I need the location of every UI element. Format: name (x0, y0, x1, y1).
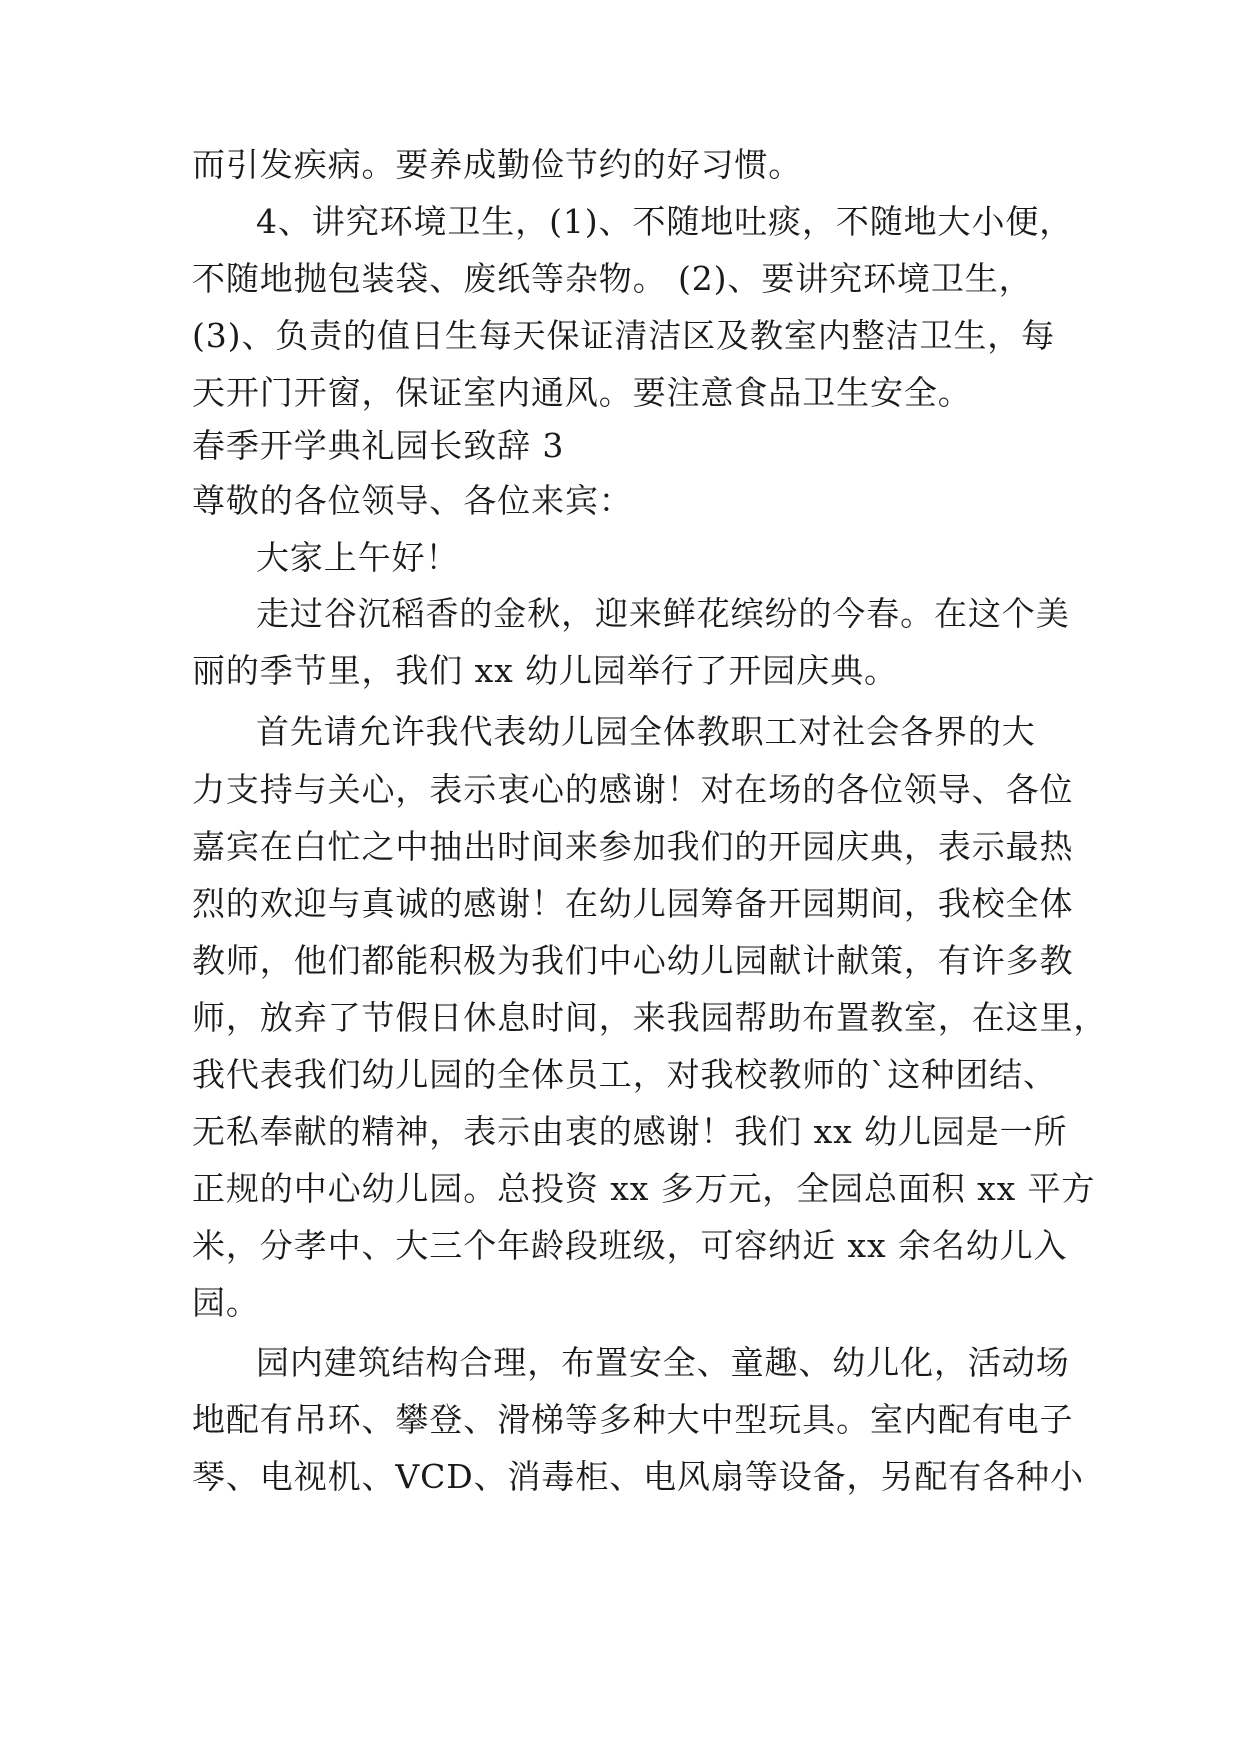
text-line: 力支持与关心，表示衷心的感谢！对在场的各位领导、各位 (192, 770, 1074, 809)
text-line: 教师，他们都能积极为我们中心幼儿园献计献策，有许多教 (192, 941, 1074, 980)
text-line: 园。 (192, 1283, 260, 1322)
text-line: 4、讲究环境卫生，(1)、不随地吐痰，不随地大小便， (256, 202, 1074, 241)
text-line: 地配有吊环、攀登、滑梯等多种大中型玩具。室内配有电子 (192, 1400, 1074, 1439)
text-line: (3)、负责的值日生每天保证清洁区及教室内整洁卫生，每 (192, 316, 1056, 355)
text-line: 嘉宾在白忙之中抽出时间来参加我们的开园庆典，表示最热 (192, 827, 1074, 866)
text-line: 琴、电视机、VCD、消毒柜、电风扇等设备，另配有各种小 (192, 1457, 1084, 1496)
text-line: 走过谷沉稻香的金秋，迎来鲜花缤纷的今春。在这个美 (256, 594, 1070, 633)
text-line: 烈的欢迎与真诚的感谢！在幼儿园筹备开园期间，我校全体 (192, 884, 1074, 923)
text-line: 师，放弃了节假日休息时间，来我园帮助布置教室，在这里， (192, 998, 1108, 1037)
text-line: 天开门开窗，保证室内通风。要注意食品卫生安全。 (192, 373, 972, 412)
text-line: 园内建筑结构合理，布置安全、童趣、幼儿化，活动场 (256, 1343, 1070, 1382)
section-heading: 春季开学典礼园长致辞 3 (192, 426, 565, 465)
text-line: 而引发疾病。要养成勤俭节约的好习惯。 (192, 145, 803, 184)
text-line: 首先请允许我代表幼儿园全体教职工对社会各界的大 (256, 712, 1036, 751)
text-line: 正规的中心幼儿园。总投资 xx 多万元，全园总面积 xx 平方 (192, 1169, 1096, 1208)
text-line: 无私奉献的精神，表示由衷的感谢！我们 xx 幼儿园是一所 (192, 1112, 1068, 1151)
greeting: 大家上午好！ (256, 538, 460, 577)
text-line: 不随地抛包装袋、废纸等杂物。 (2)、要讲究环境卫生， (192, 259, 1033, 298)
text-line: 丽的季节里，我们 xx 幼儿园举行了开园庆典。 (192, 651, 898, 690)
text-line: 我代表我们幼儿园的全体员工，对我校教师的`这种团结、 (192, 1055, 1057, 1094)
salutation: 尊敬的各位领导、各位来宾： (192, 481, 633, 520)
text-line: 米，分孝中、大三个年龄段班级，可容纳近 xx 余名幼儿入 (192, 1226, 1068, 1265)
